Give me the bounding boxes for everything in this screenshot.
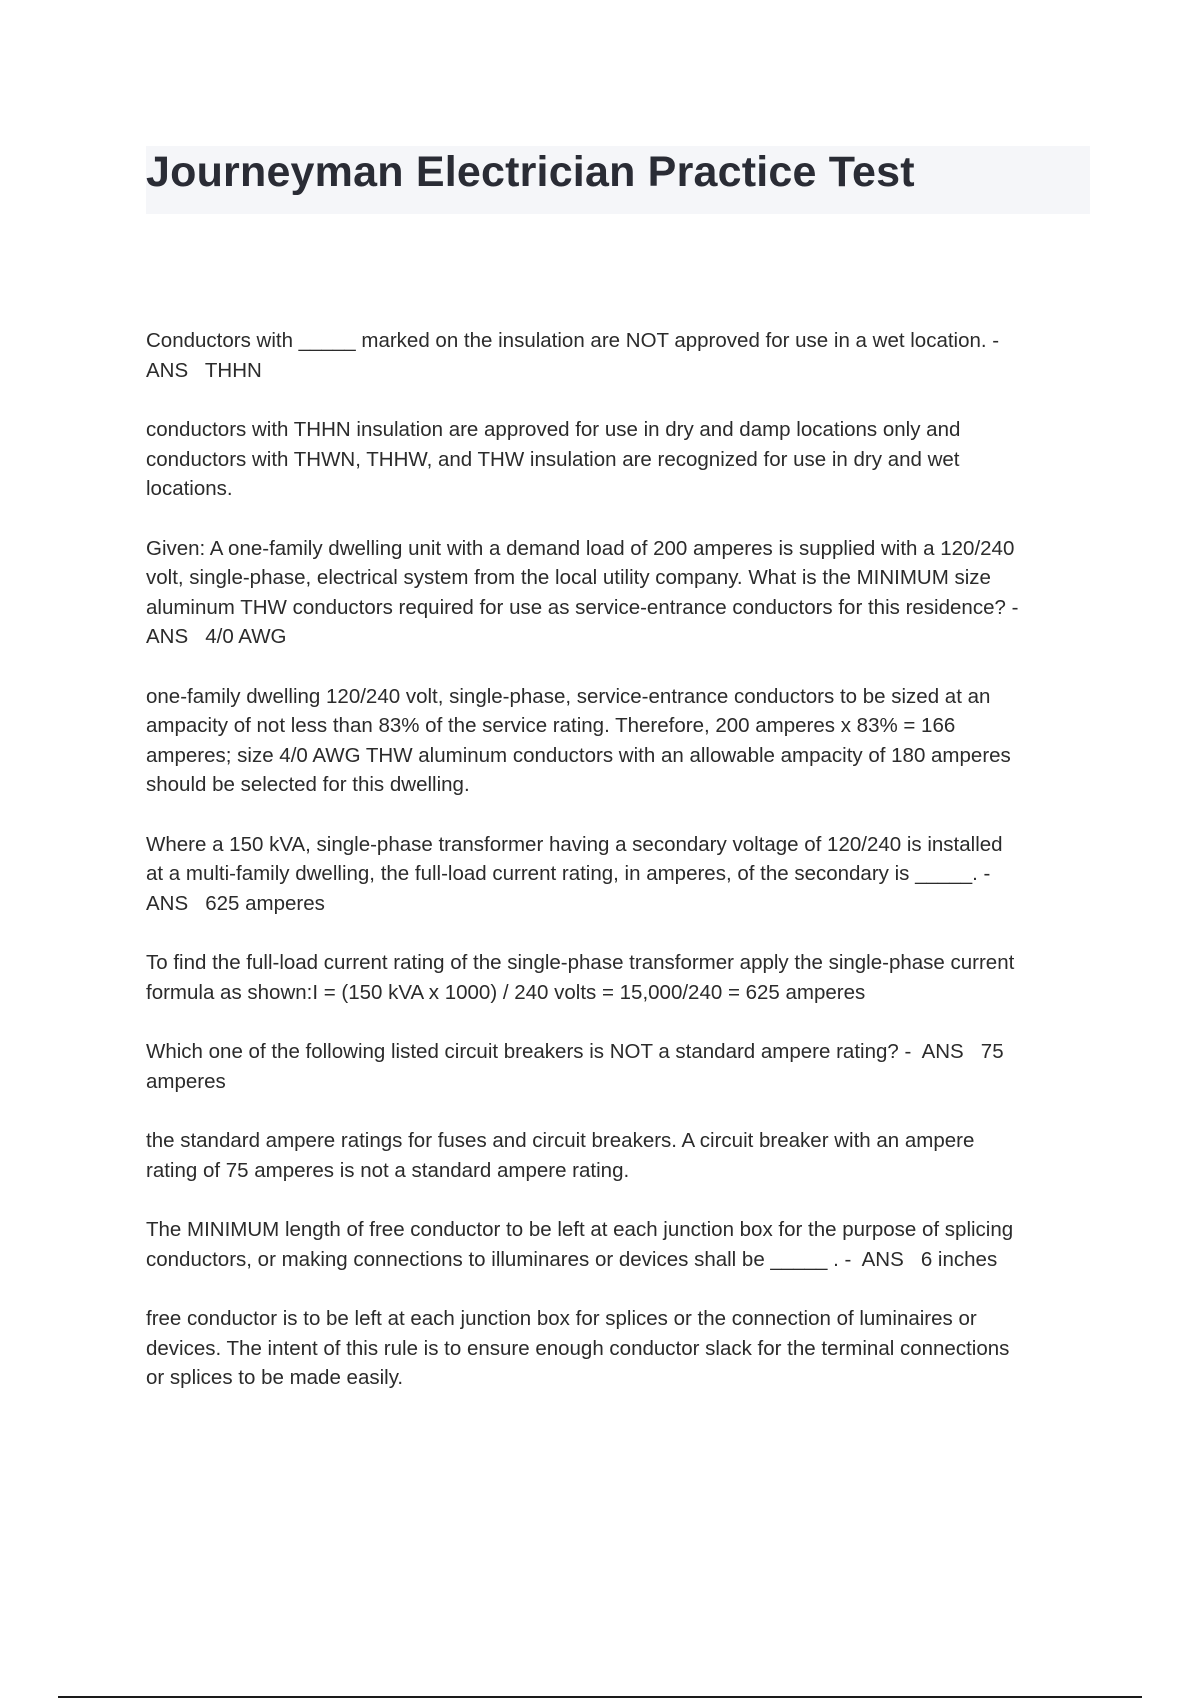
text-line: locations. xyxy=(146,477,233,500)
text-line: formula as shown:I = (150 kVA x 1000) / 240 volts = 15,000/240 = 625 amperes xyxy=(146,980,866,1004)
question-paragraph xyxy=(146,326,1096,385)
text-line: conductors with THHN insulation are approved for use in dry and damp locations only and xyxy=(146,418,961,441)
bottom-divider xyxy=(58,1696,1142,1698)
explanation-paragraph xyxy=(146,1126,1096,1185)
text-line: aluminum THW conductors required for use as service-entrance conductors for this residence? - xyxy=(146,595,1019,619)
text-line: Which one of the following listed circuit breakers is NOT a standard ampere rating? - ANS 75 xyxy=(146,1040,1004,1063)
text-line: should be selected for this dwelling. xyxy=(146,773,470,796)
text-line: at a multi-family dwelling, the full-load current rating, in amperes, of the secondary is _____. - xyxy=(146,862,991,885)
document-body xyxy=(146,326,1096,1423)
text-line: the standard ampere ratings for fuses and circuit breakers. A circuit breaker with an ampere xyxy=(146,1129,975,1152)
text-line: devices. The intent of this rule is to ensure enough conductor slack for the terminal connections xyxy=(146,1336,1010,1360)
answer-line: ANS THHN xyxy=(146,358,262,382)
text-line: Given: A one-family dwelling unit with a demand load of 200 amperes is supplied with a 120/240 xyxy=(146,536,1015,560)
question-paragraph xyxy=(146,1037,1096,1096)
text-line: conductors with THWN, THHW, and THW insulation are recognized for use in dry and wet xyxy=(146,447,960,471)
question-paragraph xyxy=(146,534,1096,652)
text-line: To find the full-load current rating of the single-phase transformer apply the single-phase current xyxy=(146,951,1015,974)
explanation-paragraph xyxy=(146,948,1096,1007)
text-line: volt, single-phase, electrical system from the local utility company. What is the MINIMUM size xyxy=(146,566,991,589)
explanation-paragraph xyxy=(146,415,1096,504)
answer-line: ANS 625 amperes xyxy=(146,891,325,915)
text-line: ampacity of not less than 83% of the service rating. Therefore, 200 amperes x 83% = 166 xyxy=(146,714,956,737)
text-line: conductors, or making connections to illuminares or devices shall be _____ . - ANS 6 inches xyxy=(146,1247,998,1271)
text-line: amperes; size 4/0 AWG THW aluminum conductors with an allowable ampacity of 180 amperes xyxy=(146,743,1011,767)
text-line: free conductor is to be left at each junction box for splices or the connection of luminaires or xyxy=(146,1307,977,1330)
text-line: amperes xyxy=(146,1069,226,1093)
text-line: rating of 75 amperes is not a standard ampere rating. xyxy=(146,1158,630,1182)
text-line: one-family dwelling 120/240 volt, single-phase, service-entrance conductors to be sized at an xyxy=(146,684,991,708)
explanation-paragraph xyxy=(146,1304,1096,1393)
question-paragraph xyxy=(146,1215,1096,1274)
text-line: The MINIMUM length of free conductor to be left at each junction box for the purpose of splicing xyxy=(146,1218,1014,1241)
text-line: or splices to be made easily. xyxy=(146,1366,404,1389)
document-title: Journeyman Electrician Practice Test xyxy=(146,148,915,196)
text-line: Conductors with _____ marked on the insulation are NOT approved for use in a wet location. - xyxy=(146,329,1000,352)
question-paragraph xyxy=(146,830,1096,919)
answer-line: ANS 4/0 AWG xyxy=(146,625,287,648)
text-line: Where a 150 kVA, single-phase transformer having a secondary voltage of 120/240 is installed xyxy=(146,832,1003,856)
explanation-paragraph xyxy=(146,682,1096,800)
